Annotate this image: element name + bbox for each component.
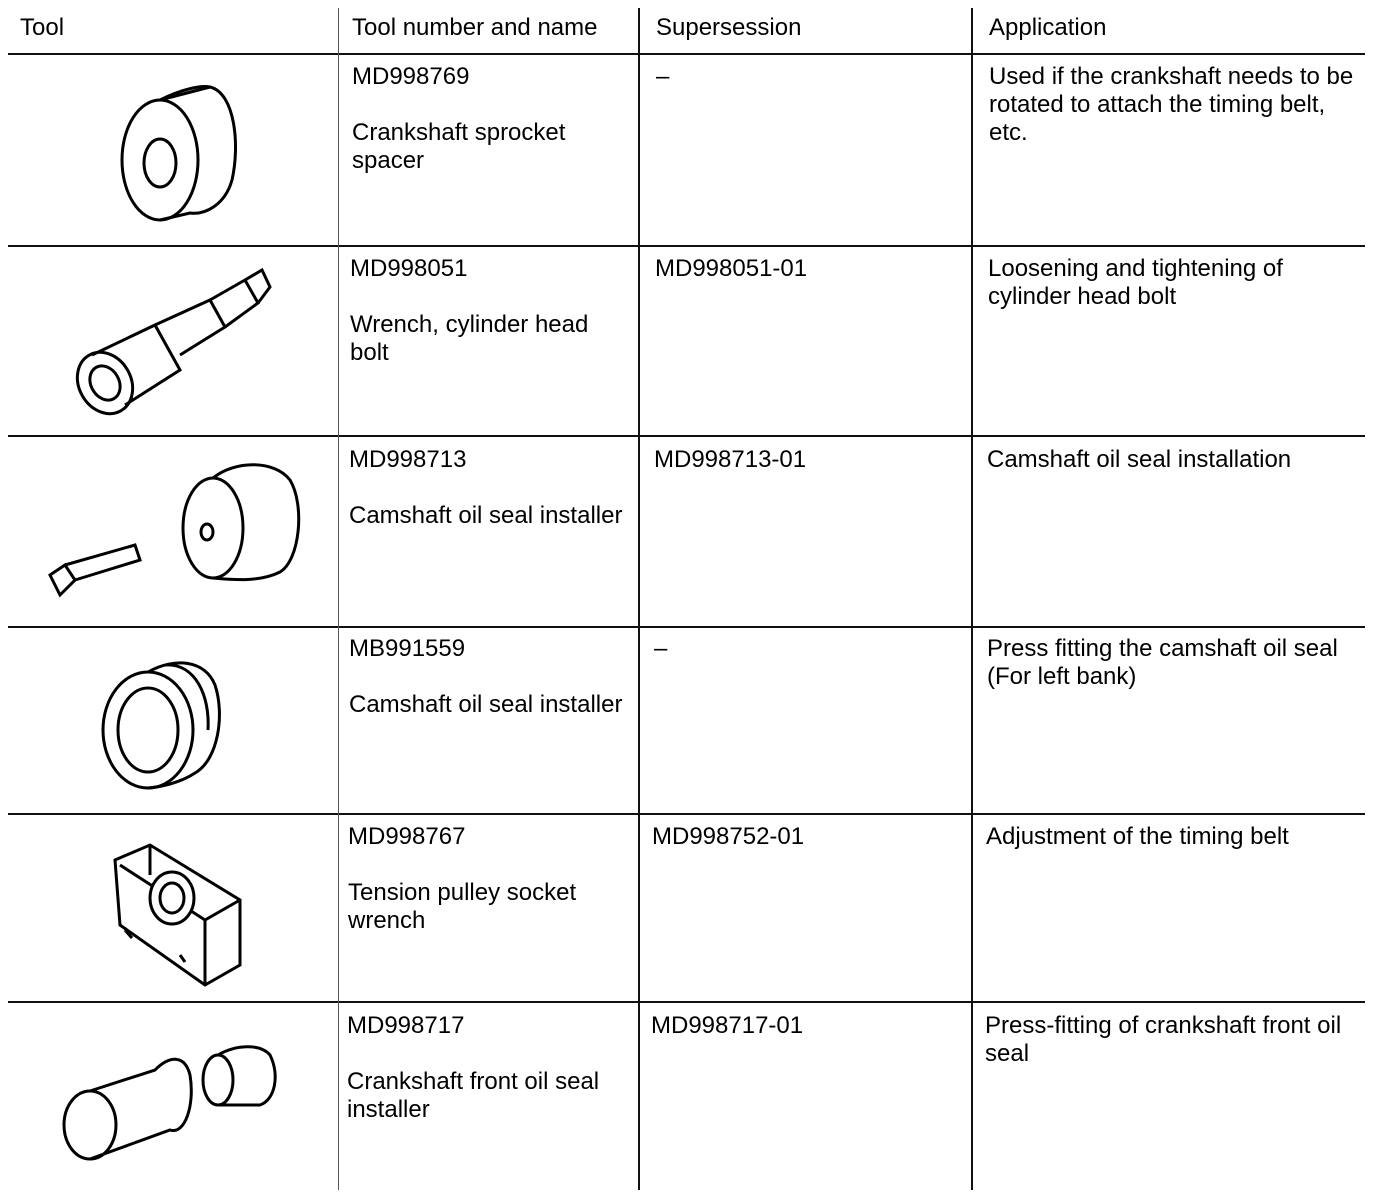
supersession-value: MD998752-01 [652, 823, 805, 850]
tool-name: Crankshaft front oil seal installer [347, 1068, 600, 1123]
tool-number: MD998713 [349, 446, 467, 473]
application-text: Press fitting the camshaft oil seal (For left bank) [987, 635, 1338, 690]
tool-name: Camshaft oil seal installer [349, 691, 623, 718]
supersession-value: – [654, 635, 668, 662]
application-text: Camshaft oil seal installation [987, 446, 1292, 473]
supersession-value: MD998717-01 [651, 1012, 804, 1039]
row-divider [8, 626, 1365, 628]
column-divider [971, 8, 973, 1190]
row-divider [8, 53, 1365, 55]
tool-name: Tension pulley socket wrench [348, 879, 577, 934]
application-text: Used if the crankshaft needs to be rotated to attach the timing belt, etc. [989, 63, 1354, 146]
application-text: Adjustment of the timing belt [986, 823, 1289, 850]
application-text: Press-fitting of crankshaft front oil seal [985, 1012, 1342, 1067]
tool-number: MD998769 [352, 63, 470, 90]
oil-seal-ring-icon [100, 655, 225, 795]
header-tool: Tool [20, 14, 65, 41]
column-divider [338, 8, 339, 1190]
row-divider [8, 245, 1365, 247]
tool-name: Wrench, cylinder head bolt [350, 311, 589, 366]
sprocket-spacer-icon [100, 85, 250, 230]
tool-number: MD998767 [348, 823, 466, 850]
header-application: Application [989, 14, 1107, 41]
tool-name: Camshaft oil seal installer [349, 502, 623, 529]
oil-seal-installer-bolt-icon [45, 460, 305, 605]
tool-number: MD998051 [350, 255, 468, 282]
row-divider [8, 435, 1365, 437]
supersession-value: – [656, 63, 670, 90]
tool-number: MB991559 [349, 635, 466, 662]
row-divider [8, 1001, 1365, 1003]
supersession-value: MD998713-01 [654, 446, 807, 473]
cylinder-head-wrench-icon [70, 265, 280, 430]
supersession-value: MD998051-01 [655, 255, 808, 282]
header-supersession: Supersession [656, 14, 802, 41]
front-oil-seal-installer-icon [60, 1035, 285, 1170]
column-divider [638, 8, 640, 1190]
tension-pulley-wrench-icon [110, 840, 250, 995]
tool-number: MD998717 [347, 1012, 465, 1039]
row-divider [8, 813, 1365, 815]
application-text: Loosening and tightening of cylinder head bolt [988, 255, 1283, 310]
header-number-name: Tool number and name [352, 14, 598, 41]
tool-name: Crankshaft sprocket spacer [352, 119, 566, 174]
